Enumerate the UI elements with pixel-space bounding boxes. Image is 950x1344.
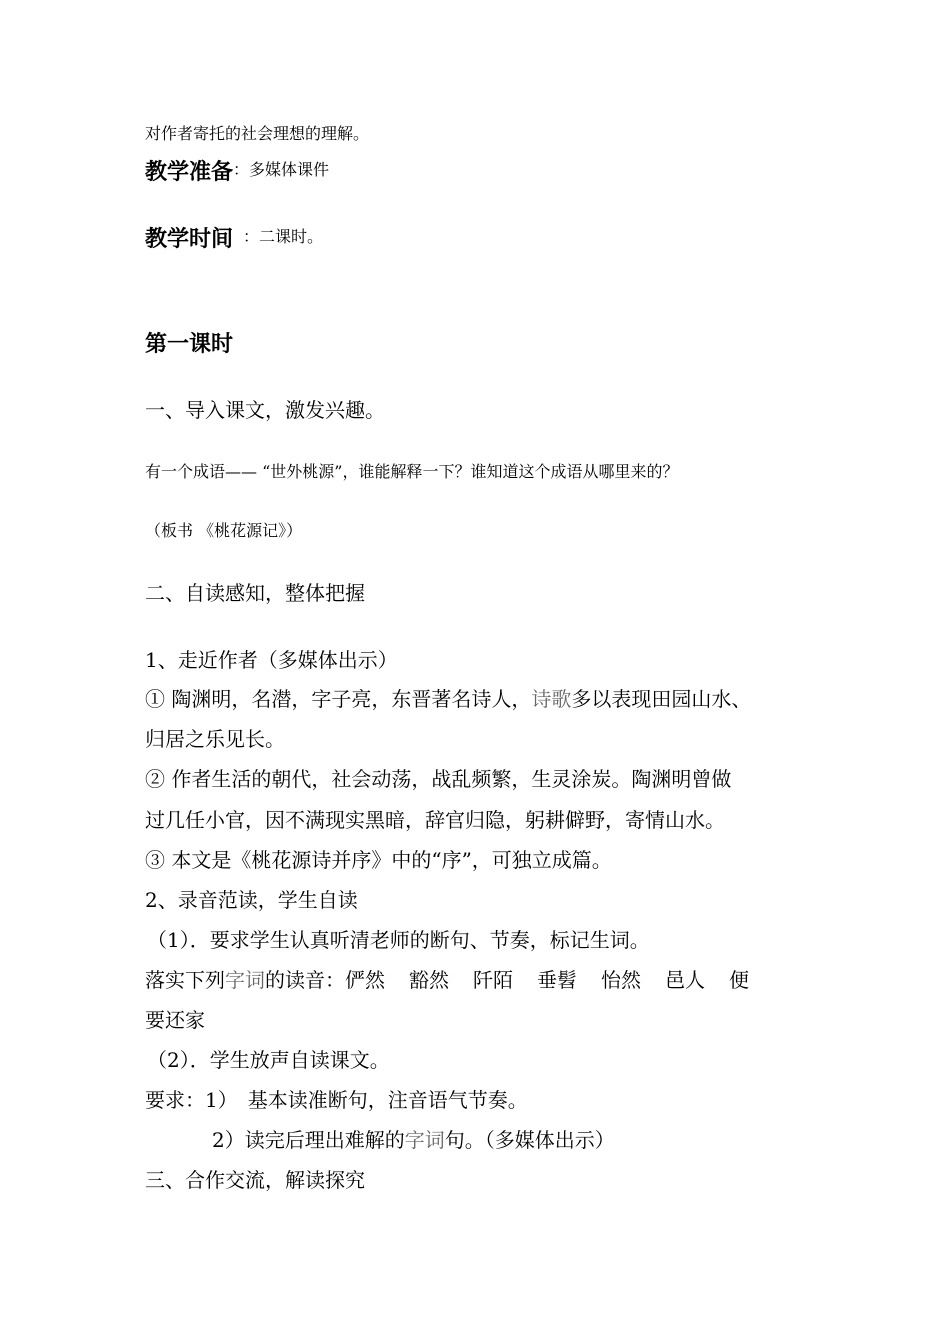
item-2-sub-1: （1）．要求学生认真听清老师的断句、节奏，标记生词。	[147, 928, 650, 952]
time-value: ：二课时。	[243, 227, 324, 246]
item-2-title: 2、录音范读，学生自读	[145, 888, 358, 912]
requirement-2	[212, 1130, 615, 1150]
req2-text-b: 句。（多媒体出示）	[444, 1128, 615, 1152]
section-1-title: 一、导入课文，激发兴趣。	[145, 398, 385, 422]
paragraph-2-line-2: 过几任小官，因不满现实黑暗，辞官归隐，躬耕僻野，寄情山水。	[145, 808, 725, 832]
vocab-text-b: 的读音：	[265, 968, 345, 992]
paragraph-1-line-2: 归居之乐见长。	[145, 727, 285, 751]
paragraph-2-line-1: ② 作者生活的朝代，社会动荡，战乱频繁，生灵涂炭。陶渊明曾做	[145, 767, 732, 791]
vocab-text-gray: 字词	[225, 968, 265, 992]
vocab-word: 豁然	[409, 968, 449, 992]
vocab-line	[145, 970, 749, 990]
vocab-word: 阡陌	[473, 968, 513, 992]
item-2-sub-2: （2）．学生放声自读课文。	[147, 1048, 390, 1072]
req2-text-gray: 字词	[404, 1128, 445, 1152]
prep-label: 教学准备	[145, 160, 234, 185]
p1-text-gray: 诗歌	[531, 687, 572, 711]
p1-text-b: 多以表现田园山水、	[571, 687, 752, 711]
item-1-title: 1、走近作者（多媒体出示）	[145, 648, 398, 672]
section-1-question: 有一个成语—— “世外桃源”，谁能解释一下？谁知道这个成语从哪里来的？	[145, 462, 679, 481]
vocab-word: 便	[729, 968, 749, 992]
lesson-title: 第一课时	[145, 332, 234, 357]
vocab-word: 怡然	[601, 968, 641, 992]
section-3-title: 三、合作交流，解读探究	[145, 1168, 365, 1192]
time-line	[145, 229, 323, 251]
time-label: 教学时间	[145, 227, 234, 252]
req2-text-a: 2）读完后理出难解的	[212, 1128, 405, 1152]
p1-text-a: ① 陶渊明，名潜，字子亮，东晋著名诗人，	[145, 687, 532, 711]
section-1-note: （板书 《桃花源记》）	[145, 521, 303, 540]
prep-line	[145, 162, 329, 184]
vocab-text-a: 落实下列	[145, 968, 225, 992]
vocab-word: 邑人	[665, 968, 705, 992]
intro-tail: 对作者寄托的社会理想的理解。	[145, 124, 370, 143]
requirement-1: 要求：1） 基本读准断句，注音语气节奏。	[145, 1088, 528, 1112]
paragraph-3: ③ 本文是《桃花源诗并序》中的“序”，可独立成篇。	[145, 848, 612, 872]
section-2-title: 二、自读感知，整体把握	[145, 581, 365, 605]
vocab-word: 垂髫	[537, 968, 577, 992]
paragraph-1-line-1	[145, 689, 751, 709]
vocab-line-2: 要还家	[145, 1008, 205, 1032]
prep-value: ：多媒体课件	[233, 160, 330, 179]
vocab-word: 俨然	[345, 968, 385, 992]
